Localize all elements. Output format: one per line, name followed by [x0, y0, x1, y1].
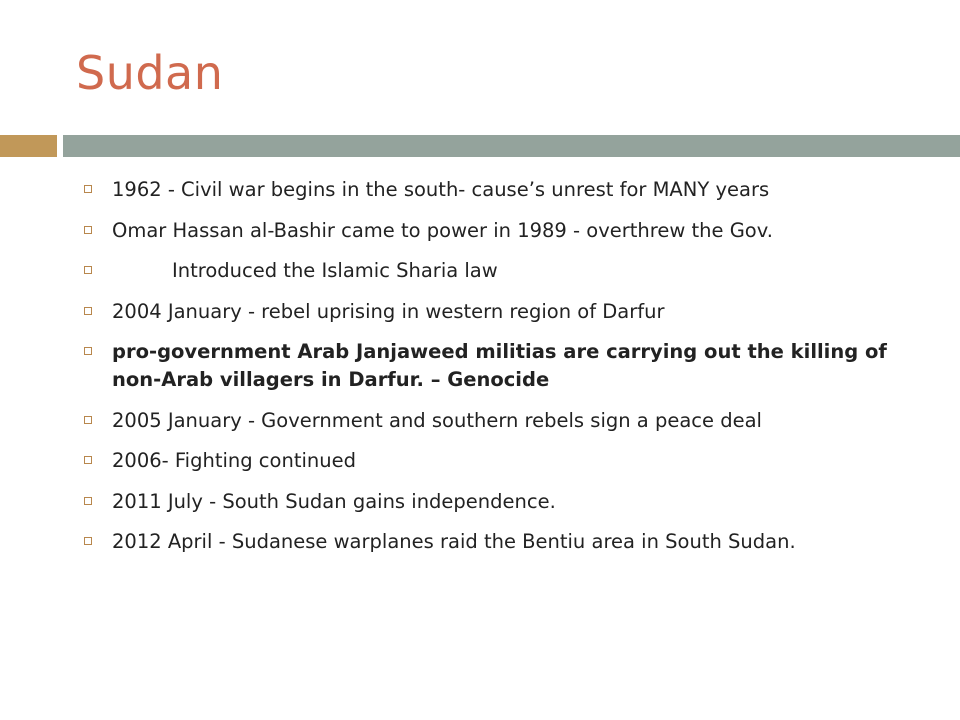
bullet-text: 2011 July - South Sudan gains independence.	[112, 489, 556, 513]
bullet-text: 2012 April - Sudanese warplanes raid the Bentiu area in South Sudan.	[112, 530, 796, 553]
bullet-item	[84, 407, 914, 435]
hollow-square-icon	[84, 456, 92, 464]
bullet-text: 2006- Fighting continued	[112, 449, 356, 472]
bullet-text: pro-government Arab Janjaweed militias are carrying out the killing of non-Arab villagers in Darfur. – Genocide	[112, 340, 887, 391]
hollow-square-icon	[84, 416, 92, 424]
hollow-square-icon	[84, 347, 92, 355]
hollow-square-icon	[84, 226, 92, 234]
bullet-item	[84, 447, 914, 475]
hollow-square-icon	[84, 537, 92, 545]
bullet-text: 1962 - Civil war begins in the south- cause’s unrest for MANY years	[112, 178, 770, 201]
bullet-item	[84, 257, 914, 285]
bullet-item	[84, 488, 914, 516]
hollow-square-icon	[84, 497, 92, 505]
hollow-square-icon	[84, 266, 92, 274]
bullet-text: 2005 January - Government and southern rebels sign a peace deal	[112, 408, 762, 432]
bullet-item	[84, 298, 914, 326]
bullet-text: 2004 January - rebel uprising in western region of Darfur	[112, 299, 665, 323]
accent-bar-left	[0, 135, 57, 157]
bullet-item	[84, 528, 914, 556]
bullet-item	[84, 217, 914, 245]
bullet-item	[84, 338, 914, 394]
hollow-square-icon	[84, 307, 92, 315]
bullet-list	[84, 176, 914, 569]
hollow-square-icon	[84, 185, 92, 193]
accent-bar-right	[63, 135, 960, 157]
slide-title: Sudan	[76, 46, 224, 100]
bullet-text: Introduced the Islamic Sharia law	[172, 259, 498, 282]
bullet-item	[84, 176, 914, 204]
bullet-text: Omar Hassan al-Bashir came to power in 1989 - overthrew the Gov.	[112, 218, 773, 242]
